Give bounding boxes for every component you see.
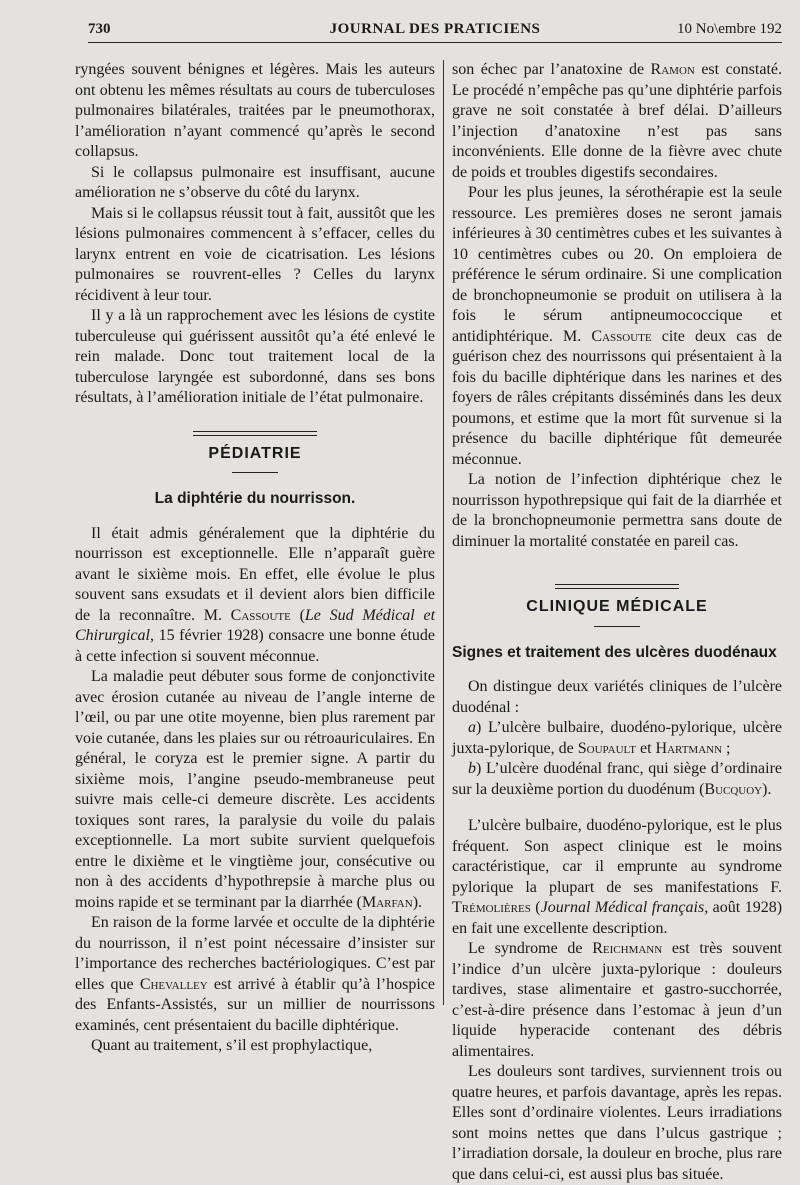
author-name: Cassoute xyxy=(591,327,652,345)
paragraph: Si le collapsus pulmonaire est insuffisant, aucune amélioration ne s’observe du côté du larynx. xyxy=(75,163,435,201)
paragraph: Pour les plus jeunes, la sérothérapie est la seule ressource. Les premières doses ne seront jamais inférieures à 30 centimètres cubes et les suivantes à 10 centimètres cubes ou 20. On emploiera de préférence le sérum ordinaire. Si une complication de bronchopneumonie se produit on utilisera à la fois le sérum antipneumococcique et antidiphtérique. M. Cassoute cite deux cas de guérison chez des nourrissons qui présentaient à la fois du bacille diphtérique dans les narines et des foyers de râles crépitants disséminés dans les deux poumons, et estime que la mort fût survenue si la présence du bacille diphtérique fût demeurée méconnue. xyxy=(452,184,782,468)
paragraph: Il y a là un rapprochement avec les lésions de cystite tuberculeuse qui guérissent aussitôt qu’a été enlevé le rein malade. Donc tout traitement local de la tuberculose laryngée est subordonné, dans ses bons résultats, à l’amélioration initiale de l’état pulmonaire. xyxy=(75,307,435,406)
paragraph: En raison de la forme larvée et occulte de la diphtérie du nourrisson, il n’est point nécessaire d’insister sur l’importance des recherches bactériologiques. C’est par elles que Chevalley est arrivé à établir qu’à l’hospice des Enfants-Assistés, sur un millier de nourrissons examinés, cent présentaient du bacille diphtérique. xyxy=(75,914,436,1034)
author-name: Trémolières xyxy=(452,899,531,916)
section-title: PÉDIATRIE xyxy=(208,444,302,462)
right-column xyxy=(452,60,783,1183)
paragraph: b) L’ulcère duodénal franc, qui siège d’ordinaire sur la deuxième portion du duodénum (Bucquoy). xyxy=(452,760,782,798)
author-name: Chevalley xyxy=(139,975,208,993)
column-divider xyxy=(443,60,444,1005)
section-divider xyxy=(193,431,317,436)
left-column xyxy=(75,60,435,1057)
author-name: Reichmann xyxy=(592,940,663,957)
section-divider xyxy=(555,584,679,589)
author-name: Soupault xyxy=(577,739,636,757)
section-title: CLINIQUE MÉDICALE xyxy=(526,598,708,615)
paragraph: L’ulcère bulbaire, duodéno-pylorique, est le plus fréquent. Son aspect clinique est le moins caractéristique, car il emprunte au syndrome pylorique la plupart de ses manifestations F. Trémolières (Journal Médical français, août 1928) en fait une excellente description. xyxy=(452,817,783,937)
page-number: 730 xyxy=(88,21,111,37)
paragraph: a) L’ulcère bulbaire, duodéno-pylorique, ulcère juxta-pylorique, de Soupault et Hartmann ; xyxy=(452,719,782,757)
journal-title: JOURNAL DES PRATICIENS xyxy=(329,21,541,37)
article-title: La diphtérie du nourrisson. xyxy=(154,490,356,507)
author-name: Marfan xyxy=(362,893,413,911)
author-name: Hartmann xyxy=(655,739,723,757)
paragraph: Il était admis généralement que la diphtérie du nourrisson est exceptionnelle. Elle n’apparaît guère avant le sixième mois. En effet, elle évolue le plus souvent sans exsudats et il devient alors bien difficile de la reconnaître. M. Cassoute (Le Sud Médical et Chirurgical, 15 février 1928) consacre une bonne étude à cette infection si souvent méconnue. xyxy=(75,524,436,665)
title-rule xyxy=(594,626,640,627)
paragraph: On distingue deux variétés cliniques de l’ulcère duodénal : xyxy=(452,678,782,716)
paragraph: son échec par l’anatoxine de Ramon est constaté. Le procédé n’empêche pas qu’une diphtérie parfois grave ne soit constatée à bref délai. D’ailleurs l’injection d’anatoxine n’est pas sans inconvénients. Elle donne de la fièvre avec chute de poids et troubles digestifs secondaires. xyxy=(452,61,782,181)
author-name: Cassoute xyxy=(230,606,291,624)
journal-reference: Le Sud Médical et Chirurgical, xyxy=(75,606,436,644)
paragraph: ryngées souvent bénignes et légères. Mais les auteurs ont obtenu les mêmes résultats au cours de tuberculoses pulmonaires bilatérales, traitées par le pneumothorax, l’amélioration n’ayant commencé qu’après le second collapsus. xyxy=(75,61,435,160)
author-name: Ramon xyxy=(650,61,695,78)
article-title: Signes et traitement des ulcères duodénaux xyxy=(452,643,777,661)
spacer xyxy=(452,800,782,816)
journal-reference: Journal Médical français, xyxy=(540,899,709,916)
paragraph: Quant au traitement, s’il est prophylactique, xyxy=(91,1037,373,1054)
paragraph: La notion de l’infection diphtérique chez le nourrisson hypothrepsique qui fait de la diarrhée et de la bronchopneumonie permettra sans doute de diminuer la mortalité constatée en pareil cas. xyxy=(452,471,782,550)
paragraph: Mais si le collapsus réussit tout à fait, aussitôt que les lésions pulmonaires commencent à s’effacer, celles du larynx entrent en voie de cicatrisation. Les lésions pulmonaires se rouvrent-elles ? Celles du larynx récidivent à leur tour. xyxy=(75,204,435,304)
author-name: Bucquoy xyxy=(704,780,763,798)
paragraph: Les douleurs sont tardives, surviennent trois ou quatre heures, et parfois davantage, après les repas. Elles sont d’ordinaire violentes. Leurs irradiations sont moins nettes que dans l’ulcus gastrique ; l’irradiation dorsale, la douleur en broche, plus rare que dans celui-ci, est aussi plus bas située. xyxy=(452,1063,782,1183)
paragraph: Le syndrome de Reichmann est très souvent l’indice d’un ulcère juxta-pylorique : douleurs tardives, stase alimentaire et gastro-succhorrée, c’est-à-dire présence dans l’estomac à jeun d’un liquide hyperacide contenant des débris alimentaires. xyxy=(452,940,782,1060)
title-rule xyxy=(232,472,278,473)
page-header xyxy=(88,18,782,43)
issue-date: 10 No\embre 192 xyxy=(677,21,782,37)
paragraph: La maladie peut débuter sous forme de conjonctivite avec érosion cutanée au niveau de l’angle interne de l’œil, ou par une otite moyenne, bien plus rarement par voie cutanée, dans les plaies sur ou rétroauriculaires. En général, le coryza est le premier signe. A partir du sixième mois, l’angine pseudo-membraneuse peut suivre mais celle-ci demeure discrète. Les accidents toxiques sont rares, la paralysie du voile du palais exceptionnelle. La mort subite survient quelquefois entre le dixième et le vingtième jour, consécutive ou non à des accidents d’hypothrepsie à marche plus ou moins rapide et se terminant par la diarrhée (Marfan). xyxy=(75,668,435,911)
